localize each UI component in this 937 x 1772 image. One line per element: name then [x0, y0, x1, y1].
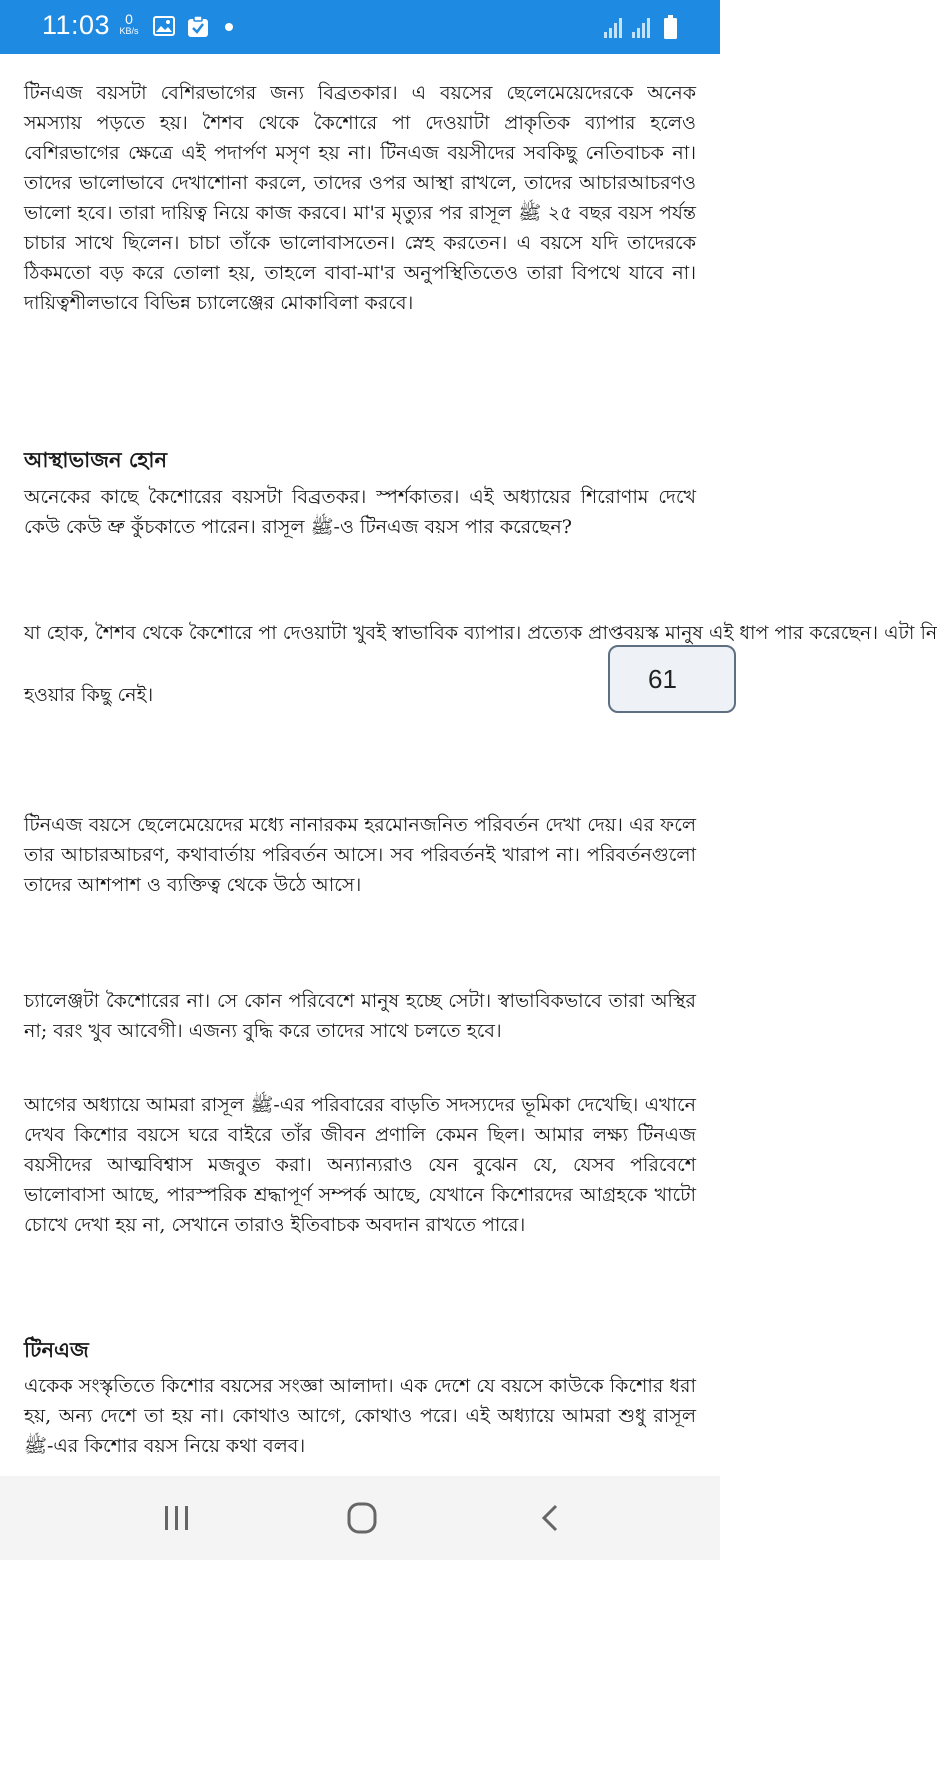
- status-time: 11:03: [42, 10, 111, 40]
- paragraph: টিনএজ বয়সে ছেলেমেয়েদের মধ্যে নানারকম হরমোনজনিত পরিবর্তন দেখা দেয়। এর ফলে তার আচারআচরণ, কথাবার্তায় পরিবর্তন আসে। সব পরিবর্তনই খারাপ না। পরিবর্তনগুলো তাদের আশপাশ ও ব্যক্তিত্ব থেকে উঠে আসে।: [24, 814, 696, 896]
- paragraph: একেক সংস্কৃতিতে কিশোর বয়সের সংজ্ঞা আলাদা। এক দেশে যে বয়সে কাউকে কিশোর ধরা হয়, অন্য দেশে তা হয় না। কোথাও আগে, কোথাও পরে। এই অধ্যায়ে আমরা শুধু রাসূল ﷺ-এর কিশোর বয়স নিয়ে কথা বলব।: [24, 1375, 696, 1457]
- navigation-bar: [0, 1476, 720, 1560]
- status-bar: [0, 0, 720, 54]
- network-speed-value: 0: [125, 11, 133, 27]
- battery-icon: [664, 15, 677, 39]
- section-heading: আস্থাভাজন হোন: [24, 447, 168, 472]
- paragraph: চ্যালেঞ্জটা কৈশোরের না। সে কোন পরিবেশে মানুষ হচ্ছে সেটা। স্বাভাবিকভাবে তারা অস্থির না; বরং খুব আবেগী। এজন্য বুদ্ধি করে তাদের সাথে চলতে হবে।: [24, 990, 696, 1042]
- back-icon[interactable]: [520, 1498, 580, 1538]
- network-speed-unit: KB/s: [119, 26, 139, 36]
- page-number-badge[interactable]: 61: [608, 645, 736, 713]
- paragraph: আগের অধ্যায়ে আমরা রাসূল ﷺ-এর পরিবারের বাড়তি সদস্যদের ভূমিকা দেখেছি। এখানে দেখব কিশোর বয়সে ঘরে বাইরে তাঁর জীবন প্রণালি কেমন ছিল। আমার লক্ষ্য টিনএজ বয়সীদের আত্মবিশ্বাস মজবুত করা। অন্যান্যরাও যেন বুঝেন যে, যেসব পরিবেশে ভালোবাসা আছে, পারস্পরিক শ্রদ্ধাপূর্ণ সম্পর্ক আছে, যেখানে কিশোরদের আগ্রহকে খাটো চোখে দেখা হয় না, সেখানে তারাও ইতিবাচক অবদান রাখতে পারে।: [24, 1094, 696, 1236]
- network-speed: [117, 12, 141, 36]
- paragraph: অনেকের কাছে কৈশোরের বয়সটা বিব্রতকর। স্পর্শকাতর। এই অধ্যায়ের শিরোণাম দেখে কেউ কেউ ভ্রু কুঁচকাতে পারেন। রাসূল ﷺ-ও টিনএজ বয়স পার করেছেন?: [24, 486, 696, 538]
- recents-icon[interactable]: [146, 1498, 206, 1538]
- section-heading: টিনএজ: [24, 1337, 89, 1362]
- clipboard-check-icon: [187, 16, 209, 38]
- paragraph: টিনএজ বয়সটা বেশিরভাগের জন্য বিব্রতকার। এ বয়সের ছেলেমেয়েদেরকে অনেক সমস্যায় পড়তে হয়। শৈশব থেকে কৈশোরে পা দেওয়াটা প্রাকৃতিক ব্যাপার হলেও বেশিরভাগের ক্ষেত্রে এই পদার্পণ মসৃণ হয় না। টিনএজ বয়সীদের সবকিছু নেতিবাচক না। তাদের ভালোভাবে দেখাশোনা করলে, তাদের ওপর আস্থা রাখলে, তাদের আচারআচরণও ভালো হবে। তারা দায়িত্ব নিয়ে কাজ করবে। মা'র মৃত্যুর পর রাসূল ﷺ ২৫ বছর বয়স পর্যন্ত চাচার সাথে ছিলেন। চাচা তাঁকে ভালোবাসতেন। স্নেহ করতেন। এ বয়সে যদি তাদেরকে ঠিকমতো বড় করে তোলা হয়, তাহলে বাবা-মা'র অনুপস্থিতিতেও তারা বিপথে যাবে না। দায়িত্বশীলভাবে বিভিন্ন চ্যালেঞ্জের মোকাবিলা করবে।: [24, 82, 696, 314]
- image-icon: [153, 16, 175, 36]
- paragraph-continuation: হওয়ার কিছু নেই।: [24, 684, 154, 706]
- notification-dot-icon: [225, 23, 233, 31]
- home-icon[interactable]: [332, 1498, 392, 1538]
- signal-icon: [604, 18, 626, 38]
- paragraph: যা হোক, শৈশব থেকে কৈশোরে পা দেওয়াটা খুবই স্বাভাবিক ব্যাপার। প্রত্যেক প্রাপ্তবয়স্ক মানুষ এই ধাপ পার করেছেন। এটা নি: [24, 622, 937, 644]
- signal-icon: [632, 18, 654, 38]
